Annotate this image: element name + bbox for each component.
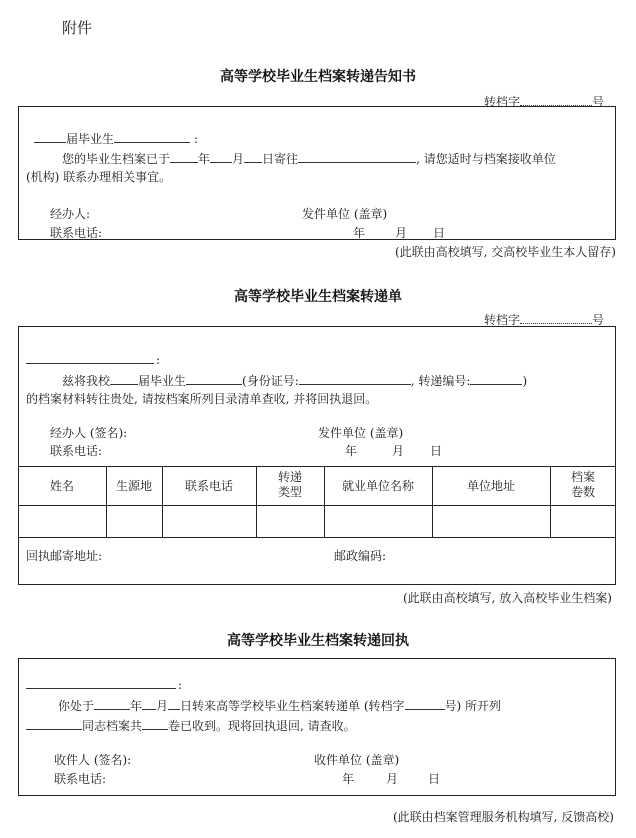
receipt-title: 高等学校毕业生档案转递回执 [227,633,409,649]
receipt-name-field[interactable] [26,718,82,730]
receipt-day-field[interactable] [168,698,180,710]
transfer-sender: 发件单位 (盖章) [318,426,404,440]
transfer-serial-label: , 转递编号: [410,374,471,388]
receipt-colon: : [178,678,183,692]
receipt-footnote: (此联由档案管理服务机构填写, 反馈高校) [393,810,614,824]
transfer-id-label: (身份证号: [242,374,299,388]
receipt-year-label: 年 [130,699,143,713]
receipt-volumes-field[interactable] [142,718,168,730]
notice-body-line1 [62,150,556,167]
receipt-body-3: 号) 所开列 [444,699,502,713]
transfer-date-day: 日 [430,444,443,458]
transfer-ref-prefix: 转档字 [484,313,521,327]
transfer-handler: 经办人 (签名): [50,426,128,440]
receipt-date-month: 月 [386,772,399,786]
transfer-date-month: 月 [392,444,405,458]
receipt-body-1: 你处于 [58,699,95,713]
notice-date-day: 日 [433,226,446,240]
notice-year-field[interactable] [170,151,198,163]
attachment-label: 附件 [62,19,93,37]
notice-body-1: 您的毕业生档案已于 [62,152,171,166]
transfer-body-line2: 的档案材料转往贵处, 请按档案所列目录清单查收, 并将回执退回。 [26,392,378,406]
col-header-origin: 生源地 [115,479,152,493]
receipt-month-field[interactable] [142,698,156,710]
transfer-postcode: 邮政编码: [334,549,387,563]
receipt-month-label: 月 [156,699,169,713]
transfer-name-field[interactable] [186,373,242,385]
receipt-unit: 收件单位 (盖章) [314,753,400,767]
transfer-return-address: 回执邮寄地址: [26,549,103,563]
receipt-date-year: 年 [342,772,355,786]
transfer-date-year: 年 [345,444,358,458]
table-row[interactable] [19,506,615,536]
notice-body-line2: (机构) 联系办理相关事宜。 [26,170,172,184]
receipt-recipient-line [26,677,182,692]
transfer-close-paren: ) [522,374,528,388]
transfer-ref-field[interactable] [520,312,592,324]
transfer-body-line1 [62,372,527,389]
notice-grad-line [34,130,198,147]
notice-year-label: 年 [198,152,211,166]
transfer-phone: 联系电话: [50,444,103,458]
table-bottom-line [18,537,616,538]
notice-ref-suffix: 号 [592,95,605,109]
transfer-body-1: 兹将我校 [62,374,111,388]
col-header-name: 姓名 [49,479,74,493]
notice-ref-field[interactable] [520,94,592,106]
table-top-line [18,466,616,467]
notice-destination-field[interactable] [298,151,416,163]
transfer-ref-suffix: 号 [592,313,605,327]
receipt-receiver: 收件人 (签名): [54,753,132,767]
notice-handler: 经办人: [50,207,91,221]
transfer-footnote: (此联由高校填写, 放入高校毕业生档案) [403,591,612,605]
transfer-grad-label: 届毕业生 [138,374,187,388]
notice-phone: 联系电话: [50,226,103,240]
transfer-recipient-line [26,352,160,367]
notice-day-label: 日寄往 [262,152,299,166]
transfer-colon: : [156,353,161,367]
transfer-title: 高等学校毕业生档案转递单 [234,289,402,305]
receipt-ref-field[interactable] [405,698,445,710]
receipt-body-line1 [58,697,501,714]
receipt-year-field[interactable] [94,698,130,710]
receipt-date-day: 日 [428,772,441,786]
notice-month-label: 月 [232,152,245,166]
notice-grad-year-field[interactable] [34,131,66,143]
notice-grad-label: 届毕业生 [66,132,115,146]
receipt-phone: 联系电话: [54,772,107,786]
notice-ref-prefix: 转档字 [484,95,521,109]
notice-date-month: 月 [395,226,408,240]
receipt-body-4: 同志档案共 [82,719,143,733]
notice-name-field[interactable] [114,131,190,143]
notice-title: 高等学校毕业生档案转递告知书 [220,69,416,85]
notice-footnote: (此联由高校填写, 交高校毕业生本人留存) [395,245,616,259]
col-header-employer: 就业单位名称 [341,479,414,493]
receipt-body-2: 日转来高等学校毕业生档案转递单 (转档字 [180,699,405,713]
transfer-id-field[interactable] [299,373,411,385]
receipt-body-line2 [26,717,356,734]
col-header-phone: 联系电话 [184,479,233,493]
notice-day-field[interactable] [244,151,262,163]
col-header-transfer-type: 转递 类型 [277,470,302,499]
notice-body-2: , 请您适时与档案接收单位 [416,152,556,166]
transfer-grad-year-field[interactable] [110,373,138,385]
notice-colon: : [194,132,199,146]
notice-month-field[interactable] [210,151,232,163]
transfer-serial-field[interactable] [470,373,522,385]
transfer-recipient-field[interactable] [26,352,154,364]
notice-date-year: 年 [353,226,366,240]
col-header-address: 单位地址 [466,479,515,493]
notice-sender: 发件单位 (盖章) [302,207,388,221]
receipt-body-5: 卷已收到。现将回执退回, 请查收。 [168,719,356,733]
receipt-recipient-field[interactable] [26,677,176,689]
col-header-volumes: 档案 卷数 [570,470,595,499]
